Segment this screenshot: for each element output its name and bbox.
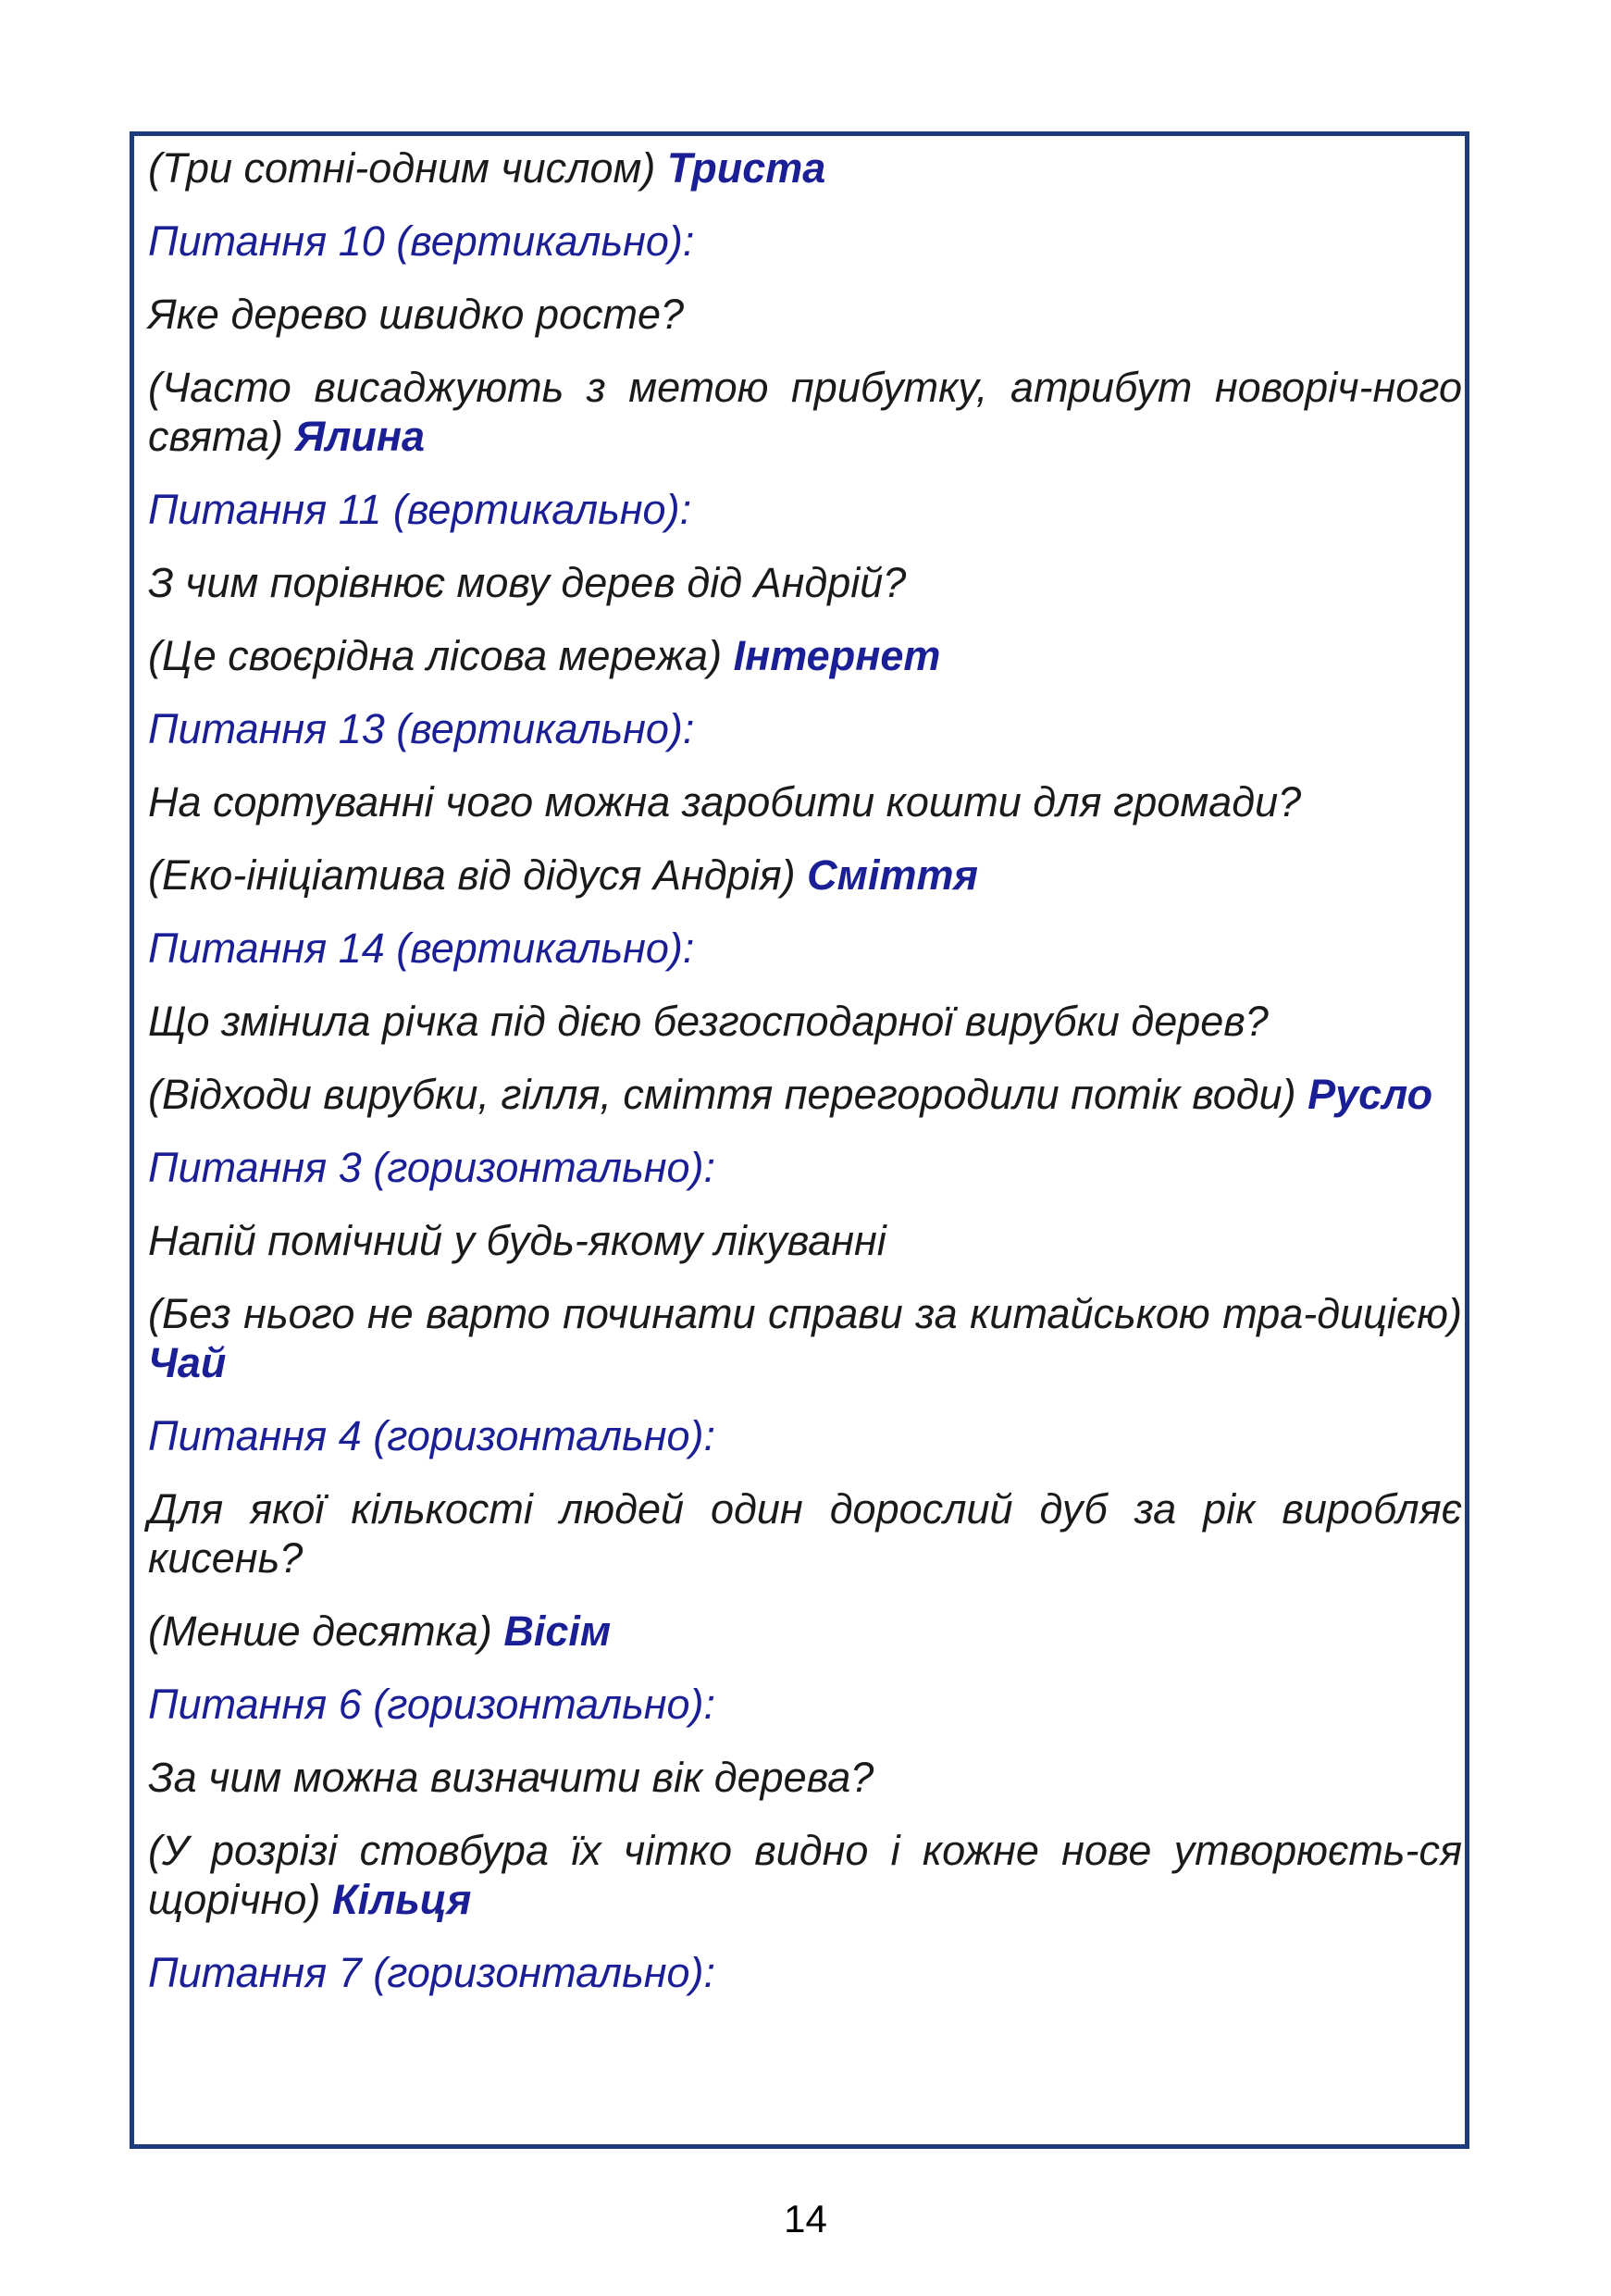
clue-hint: (Менше десятка) <box>148 1607 504 1655</box>
clue-line <box>148 1607 1462 1656</box>
question-heading: Питання 3 (горизонтально): <box>148 1144 716 1191</box>
question-heading: Питання 13 (вертикально): <box>148 705 695 752</box>
answer-word: Чай <box>148 1339 227 1386</box>
question-text: Для якої кількості людей один дорослий дуб за рік виробляє кисень? <box>148 1485 1462 1582</box>
answer-word: Русло <box>1307 1071 1433 1118</box>
clue-hint: (Відходи вирубки, гілля, сміття перегородили потік води) <box>148 1071 1308 1118</box>
clue-hint: (Без нього не варто починати справи за китайською тра-дицією) <box>148 1290 1462 1337</box>
clue-hint: (Часто висаджують з метою прибутку, атрибут новоріч-ного свята) <box>148 364 1462 460</box>
answer-word: Вісім <box>503 1607 612 1655</box>
question-heading: Питання 14 (вертикально): <box>148 925 695 972</box>
clue-line <box>148 143 1462 192</box>
question-text: Що змінила річка під дією безгосподарної вирубки дерев? <box>148 998 1269 1045</box>
clue-line <box>148 850 1462 900</box>
question-text: Яке дерево швидко росте? <box>148 291 685 338</box>
page-number: 14 <box>784 2197 827 2240</box>
clue-line <box>148 1826 1462 1924</box>
question-heading: Питання 4 (горизонтально): <box>148 1412 716 1459</box>
clue-hint: (Еко-ініціатива від дідуся Андрія) <box>148 851 808 899</box>
clue-line <box>148 1070 1462 1119</box>
clue-line <box>148 363 1462 461</box>
question-text: На сортуванні чого можна заробити кошти для громади? <box>148 778 1302 825</box>
answer-word: Ялина <box>294 413 426 460</box>
question-text: З чим порівнює мову дерев дід Андрій? <box>148 559 907 606</box>
question-heading: Питання 11 (вертикально): <box>148 486 692 533</box>
clue-line <box>148 631 1462 680</box>
answer-word: Інтернет <box>733 632 941 679</box>
clue-hint: (У розрізі стовбура їх чітко видно і кожне нове утворюєть-ся щорічно) <box>148 1827 1462 1923</box>
question-heading: Питання 7 (горизонтально): <box>148 1949 716 1996</box>
clue-hint: (Три сотні-одним числом) <box>148 144 667 192</box>
answer-word: Сміття <box>807 851 978 899</box>
answer-word: Триста <box>666 144 826 192</box>
question-heading: Питання 6 (горизонтально): <box>148 1681 716 1728</box>
document-body <box>148 143 1462 2021</box>
question-heading: Питання 10 (вертикально): <box>148 217 695 265</box>
clue-line <box>148 1289 1462 1387</box>
question-text: За чим можна визначити вік дерева? <box>148 1754 874 1801</box>
question-text: Напій помічний у будь-якому лікуванні <box>148 1217 886 1264</box>
answer-word: Кільця <box>331 1876 472 1923</box>
clue-hint: (Це своєрідна лісова мережа) <box>148 632 734 679</box>
